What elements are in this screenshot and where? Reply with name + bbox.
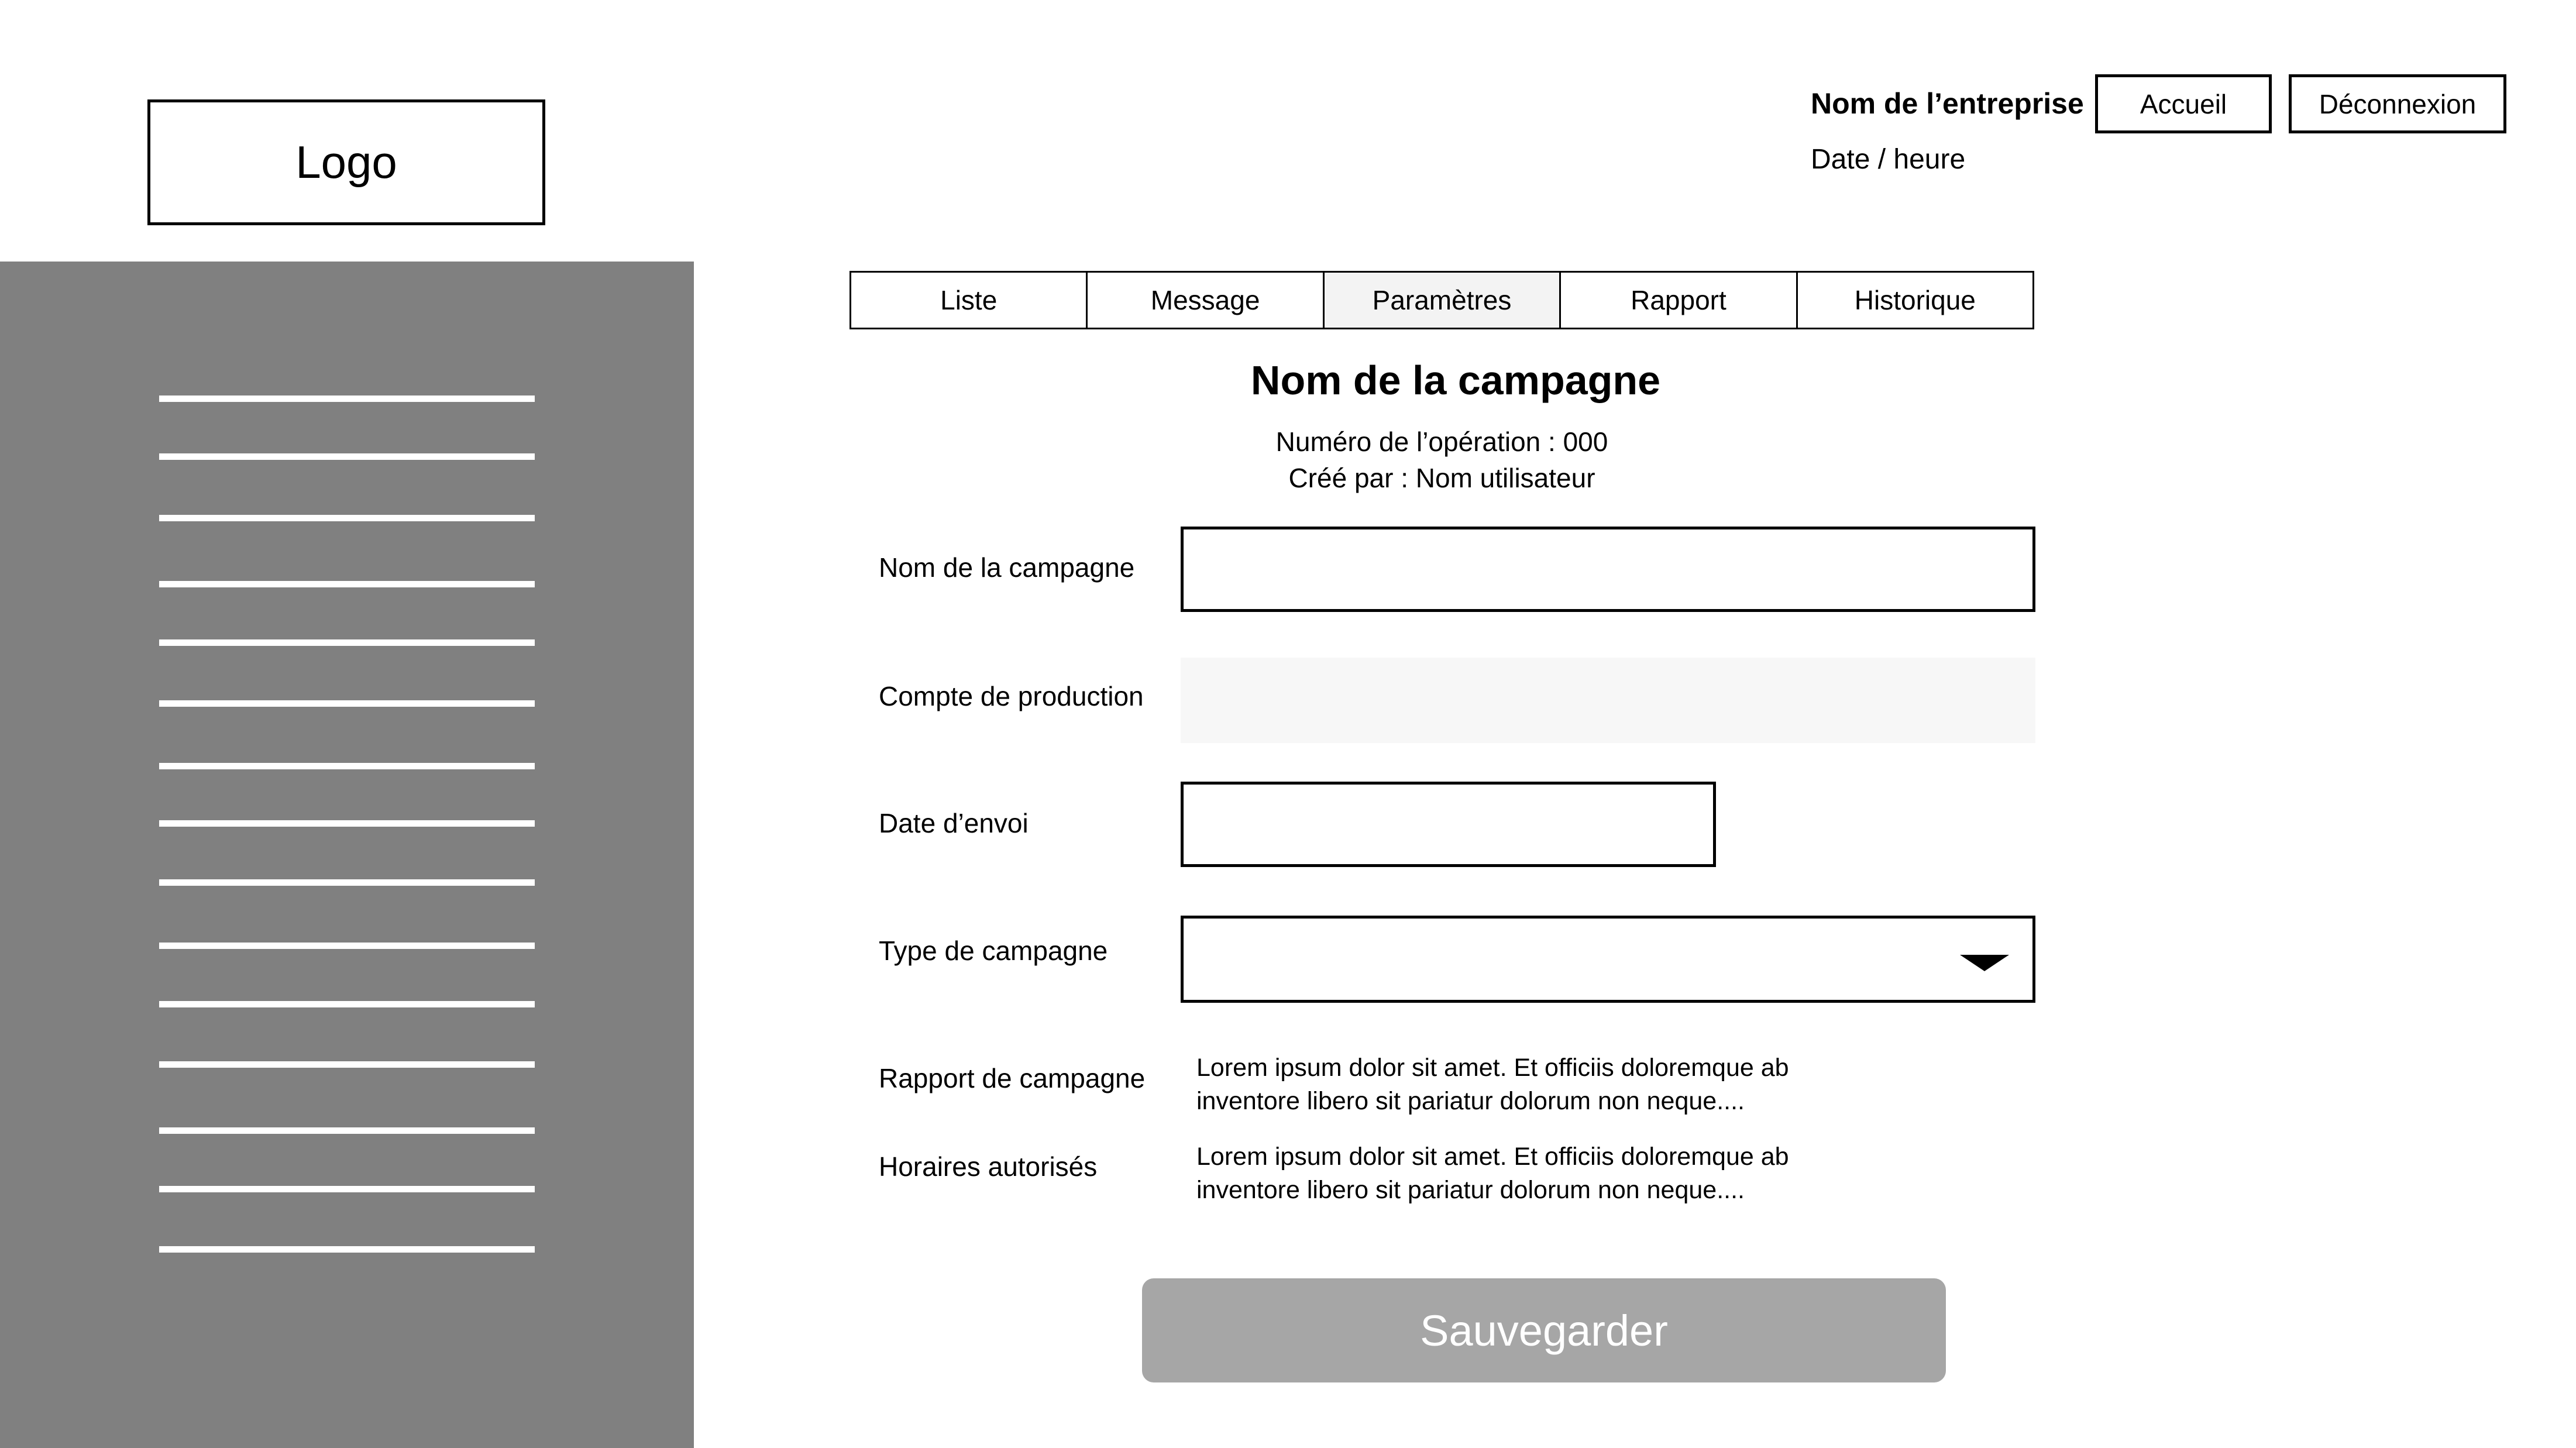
sidebar-item[interactable]	[159, 820, 535, 827]
save-button[interactable]: Sauvegarder	[1142, 1278, 1946, 1382]
campaign-report-label: Rapport de campagne	[879, 1063, 1146, 1093]
send-date-input[interactable]	[1181, 782, 1716, 867]
sidebar-item[interactable]	[159, 581, 535, 587]
sidebar-item[interactable]	[159, 1246, 535, 1253]
tab-rapport[interactable]: Rapport	[1561, 273, 1797, 328]
sidebar-item[interactable]	[159, 515, 535, 521]
sidebar-item[interactable]	[159, 763, 535, 769]
sidebar-item[interactable]	[159, 943, 535, 949]
tab-liste[interactable]: Liste	[851, 273, 1088, 328]
tab-parametres[interactable]: Paramètres	[1325, 273, 1561, 328]
sidebar-item[interactable]	[159, 639, 535, 646]
logo: Logo	[147, 99, 545, 225]
tab-bar	[850, 271, 2034, 329]
page-title: Nom de la campagne	[1250, 357, 1661, 403]
tab-historique[interactable]: Historique	[1798, 273, 2032, 328]
company-name: Nom de l’entreprise	[1811, 87, 2084, 120]
campaign-type-select[interactable]	[1181, 916, 2035, 1003]
sidebar-item[interactable]	[159, 700, 535, 707]
sidebar-item[interactable]	[159, 1127, 535, 1134]
operation-number: Numéro de l’opération : 000	[1275, 427, 1608, 457]
tab-message[interactable]: Message	[1088, 273, 1324, 328]
chevron-down-icon[interactable]	[1960, 955, 2009, 971]
home-button[interactable]: Accueil	[2095, 74, 2272, 133]
campaign-type-label: Type de campagne	[879, 935, 1108, 966]
campaign-report-text: Lorem ipsum dolor sit amet. Et officiis doloremque ab inventore libero sit pariatur dolorum non neque....	[1196, 1054, 1789, 1115]
production-account-label: Compte de production	[879, 681, 1144, 711]
allowed-hours-label: Horaires autorisés	[879, 1151, 1098, 1182]
production-account-field	[1181, 658, 2035, 743]
sidebar-item[interactable]	[159, 879, 535, 886]
logout-button[interactable]: Déconnexion	[2289, 74, 2506, 133]
sidebar-item[interactable]	[159, 395, 535, 402]
created-by: Créé par : Nom utilisateur	[1288, 463, 1595, 493]
campaign-name-label: Nom de la campagne	[879, 552, 1135, 583]
date-time: Date / heure	[1811, 144, 1966, 175]
sidebar-item[interactable]	[159, 453, 535, 460]
sidebar-item[interactable]	[159, 1001, 535, 1007]
sidebar-item[interactable]	[159, 1186, 535, 1192]
sidebar-item[interactable]	[159, 1061, 535, 1068]
sidebar	[0, 262, 694, 1448]
campaign-name-input[interactable]	[1181, 527, 2035, 612]
allowed-hours-text: Lorem ipsum dolor sit amet. Et officiis doloremque ab inventore libero sit pariatur dolorum non neque....	[1196, 1143, 1789, 1204]
send-date-label: Date d’envoi	[879, 808, 1029, 838]
